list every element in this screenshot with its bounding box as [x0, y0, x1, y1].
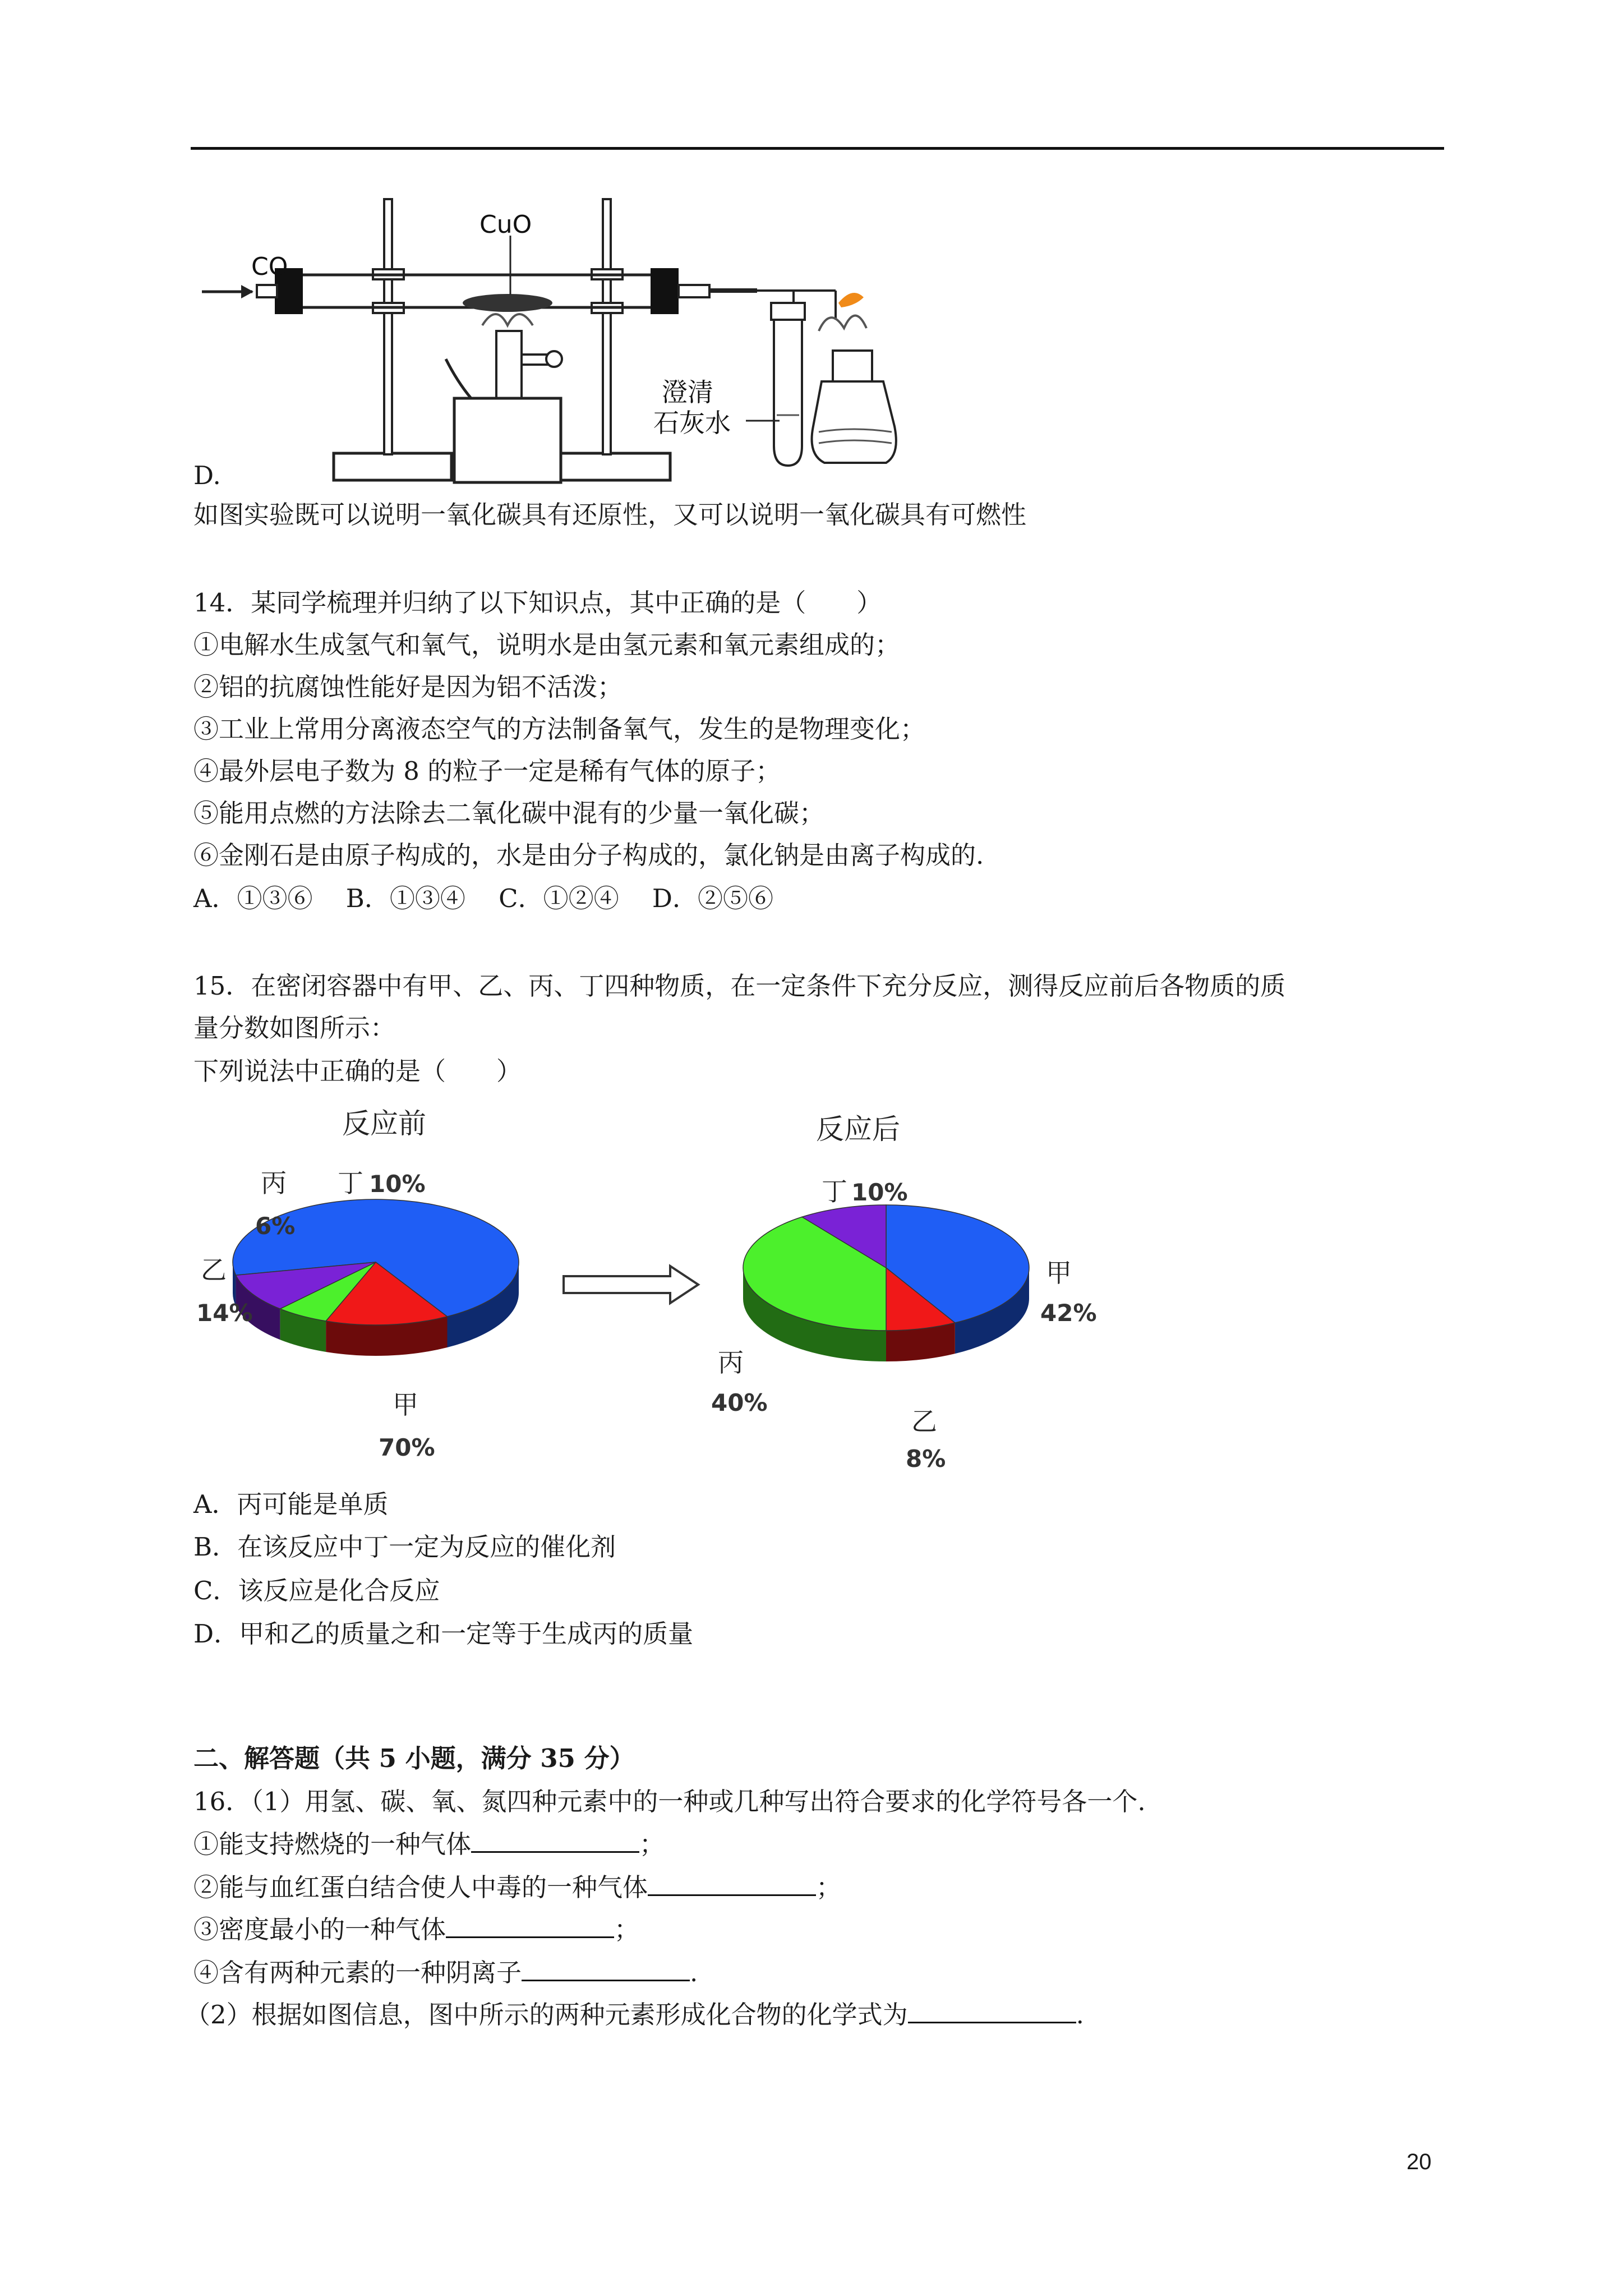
pie-title-0: 反应前 — [342, 1107, 426, 1140]
pie-title-1: 反应后 — [816, 1113, 900, 1145]
q15-stem-line3: 下列说法中正确的是（ ） — [193, 1056, 522, 1086]
second-alcohol-lamp — [812, 381, 896, 463]
q14-item-4: ④最外层电子数为 8 的粒子一定是稀有气体的原子； — [193, 756, 781, 786]
pie-percent-label-0-0: 70% — [379, 1434, 435, 1461]
answer-blank-3 — [446, 1914, 614, 1938]
answer-blank-4 — [522, 1957, 690, 1981]
pie-category-label-1-2: 丙 — [718, 1347, 744, 1378]
pie-category-label-0-0: 甲 — [393, 1389, 418, 1420]
stand-rod-left — [384, 199, 392, 454]
stand-rod-right — [603, 199, 611, 454]
limewater-label-2: 石灰水 — [653, 408, 731, 438]
answer-blank-1 — [471, 1829, 639, 1853]
cuo-label: CuO — [479, 210, 532, 239]
co-reduction-apparatus-diagram — [191, 191, 920, 494]
q16-item-2: ②能与血红蛋白结合使人中毒的一种气体 ； — [193, 1872, 842, 1902]
pie-percent-label-0-2: 6% — [255, 1212, 296, 1240]
pie-before — [196, 1107, 519, 1461]
q15-option-b: B．在该反应中丁一定为反应的催化剂 — [193, 1532, 616, 1562]
q14-item-1: ①电解水生成氢气和氧气，说明水是由氢元素和氧元素组成的； — [193, 630, 901, 660]
page-number: 20 — [1407, 2150, 1432, 2174]
co-burning-flame — [838, 293, 864, 307]
pie-category-label-0-3: 丁 — [338, 1168, 363, 1198]
pie-category-label-0-1: 乙 — [201, 1255, 227, 1285]
answer-blank-5 — [908, 1999, 1076, 2023]
pie-category-label-1-0: 甲 — [1046, 1258, 1072, 1288]
q14-item-5: ⑤能用点燃的方法除去二氧化碳中混有的少量一氧化碳； — [193, 798, 825, 828]
mass-fraction-pie-charts — [191, 1099, 1144, 1481]
q14-stem: 14．某同学梳理并归纳了以下知识点，其中正确的是（ ） — [193, 588, 882, 618]
q14-item-2: ②铝的抗腐蚀性能好是因为铝不活泼； — [193, 672, 623, 702]
q14-item-6: ⑥金刚石是由原子构成的，水是由分子构成的，氯化钠是由离子构成的. — [193, 840, 984, 870]
pie-percent-label-1-2: 40% — [711, 1389, 768, 1416]
pie-category-label-0-2: 丙 — [261, 1168, 287, 1198]
limewater-label-1: 澄清 — [662, 377, 713, 407]
alcohol-burner — [496, 331, 522, 398]
stand-base-left — [334, 453, 451, 480]
q16-stem: 16．（1）用氢、碳、氧、氮四种元素中的一种或几种写出符合要求的化学符号各一个. — [193, 1787, 1146, 1816]
pie-percent-label-1-1: 8% — [906, 1445, 946, 1473]
pie-category-label-1-3: 丁 — [822, 1176, 847, 1207]
q15-option-d: D．甲和乙的质量之和一定等于生成丙的质量 — [193, 1619, 694, 1649]
q15-stem-line2: 量分数如图所示： — [193, 1013, 396, 1043]
q14-options: A．①③⑥ B．①③④ C．①②④ D．②⑤⑥ — [193, 884, 773, 913]
q16-part2: （2）根据如图信息，图中所示的两种元素形成化合物的化学式为 . — [185, 2000, 1084, 2030]
test-tube — [774, 309, 802, 466]
co-label: CO — [251, 252, 288, 281]
option-d-label: D. — [193, 461, 221, 490]
pie-percent-label-0-1: 14% — [196, 1299, 253, 1327]
cuo-powder — [463, 294, 552, 312]
pie-after — [711, 1113, 1097, 1473]
pie-percent-label-0-3: 10% — [369, 1170, 426, 1198]
q15-option-c: C．该反应是化合反应 — [193, 1576, 440, 1605]
stand-base-right — [552, 453, 670, 480]
reaction-arrow — [564, 1266, 698, 1303]
pie-category-label-1-1: 乙 — [911, 1406, 937, 1437]
q15-stem-line1: 15．在密闭容器中有甲、乙、丙、丁四种物质，在一定条件下充分反应，测得反应前后各物质的质 — [193, 971, 1286, 1001]
q15-option-a: A．丙可能是单质 — [193, 1489, 389, 1519]
answer-blank-2 — [648, 1872, 816, 1896]
q16-item-4: ④含有两种元素的一种阴离子 . — [193, 1958, 698, 1987]
q14-item-3: ③工业上常用分离液态空气的方法制备氧气，发生的是物理变化； — [193, 714, 926, 744]
q16-item-3: ③密度最小的一种气体 ； — [193, 1915, 640, 1944]
pie-percent-label-1-0: 42% — [1040, 1299, 1097, 1327]
pie-percent-label-1-3: 10% — [851, 1179, 908, 1206]
q16-item-1: ①能支持燃烧的一种气体 ； — [193, 1829, 665, 1859]
option-d-text: 如图实验既可以说明一氧化碳具有还原性，又可以说明一氧化碳具有可燃性 — [193, 500, 1027, 530]
section2-heading: 二、解答题（共 5 小题，满分 35 分） — [193, 1743, 635, 1773]
header-rule — [191, 147, 1444, 150]
